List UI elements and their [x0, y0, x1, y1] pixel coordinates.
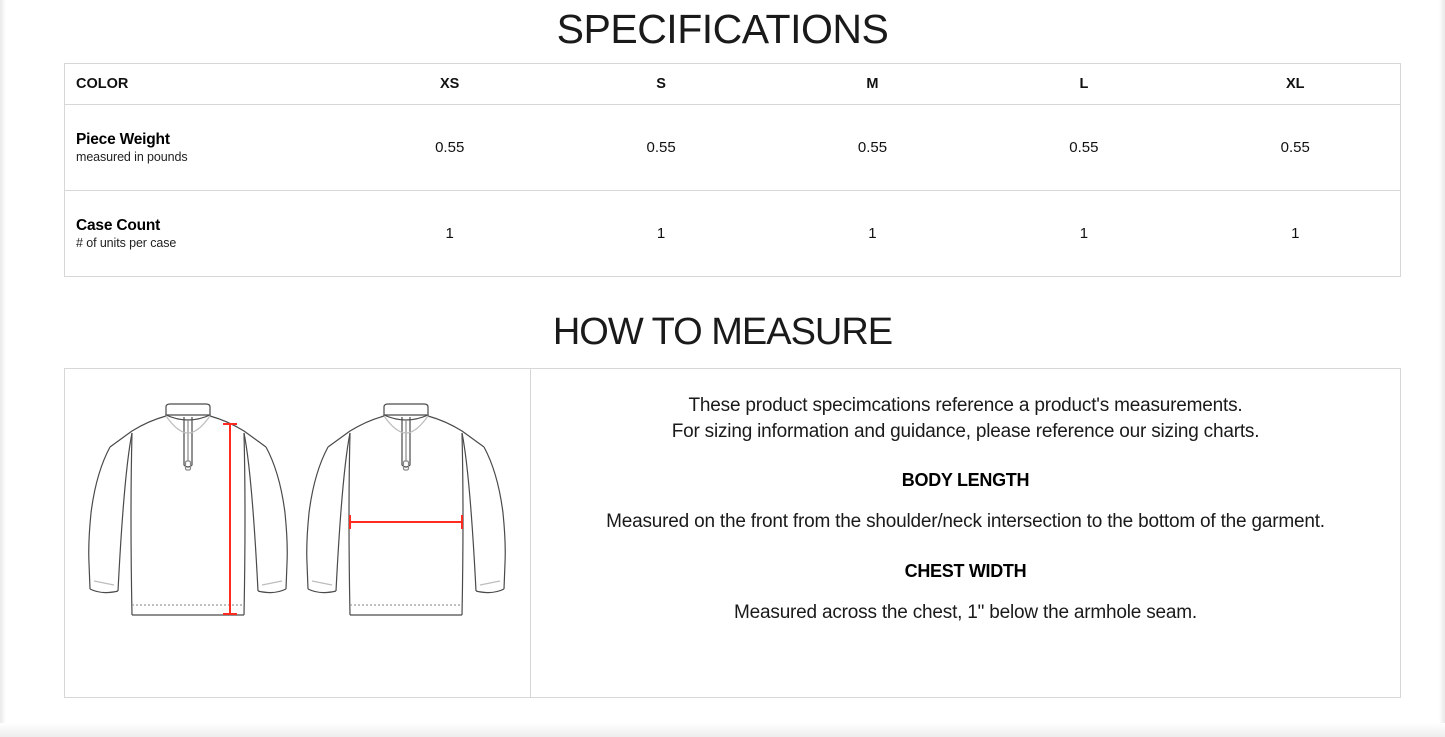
- measure-intro-line-2: For sizing information and guidance, please reference our sizing charts.: [671, 420, 1260, 442]
- section-body-body-length: Measured on the front from the shoulder/neck intersection to the bottom of the garment.: [606, 511, 1325, 533]
- page-edge-bottom: [0, 723, 1445, 737]
- section-heading-chest-width: CHEST WIDTH: [904, 560, 1027, 581]
- cell-piece-weight-l: 0.55: [978, 105, 1189, 191]
- column-header-xl: XL: [1190, 64, 1401, 105]
- table-row: [64, 105, 1401, 191]
- column-header-s: S: [555, 64, 766, 105]
- cell-case-count-l: 1: [978, 191, 1189, 277]
- how-to-measure-text: [531, 369, 1400, 697]
- body-length-measure-line: [223, 423, 237, 615]
- row-label-case-count: [64, 191, 344, 277]
- page-edge-left: [0, 0, 6, 737]
- row-label-sub: measured in pounds: [76, 150, 188, 165]
- table-header-row: [64, 64, 1401, 105]
- cell-case-count-xl: 1: [1190, 191, 1401, 277]
- column-header-l: L: [978, 64, 1189, 105]
- column-header-m: M: [767, 64, 978, 105]
- cell-case-count-s: 1: [555, 191, 766, 277]
- row-label-piece-weight: [64, 105, 344, 191]
- chest-width-measure-line: [350, 515, 462, 529]
- row-label-main: Case Count: [76, 216, 161, 234]
- cell-case-count-xs: 1: [344, 191, 555, 277]
- page-edge-right: [1439, 0, 1445, 737]
- section-heading-body-length: BODY LENGTH: [901, 470, 1030, 491]
- cell-piece-weight-xl: 0.55: [1190, 105, 1401, 191]
- column-header-xs: XS: [344, 64, 555, 105]
- cell-piece-weight-m: 0.55: [767, 105, 978, 191]
- garment-diagram-container: [65, 369, 531, 697]
- cell-case-count-m: 1: [767, 191, 978, 277]
- specifications-table: [64, 63, 1401, 277]
- column-header-color: COLOR: [64, 64, 344, 105]
- quarter-zip-pullover-measurement-diagram: [78, 393, 518, 673]
- how-to-measure-title: HOW TO MEASURE: [552, 311, 893, 353]
- how-to-measure-panel: [64, 368, 1401, 698]
- cell-piece-weight-s: 0.55: [555, 105, 766, 191]
- section-body-chest-width: Measured across the chest, 1" below the armhole seam.: [734, 601, 1197, 623]
- row-label-sub: # of units per case: [76, 236, 177, 251]
- table-row: [64, 191, 1401, 277]
- measure-intro: [557, 393, 1374, 444]
- row-label-main: Piece Weight: [76, 130, 170, 148]
- specifications-title: SPECIFICATIONS: [556, 6, 889, 52]
- measure-intro-line-1: These product specimcations reference a product's measurements.: [688, 395, 1243, 416]
- cell-piece-weight-xs: 0.55: [344, 105, 555, 191]
- specifications-table-wrap: [64, 63, 1401, 277]
